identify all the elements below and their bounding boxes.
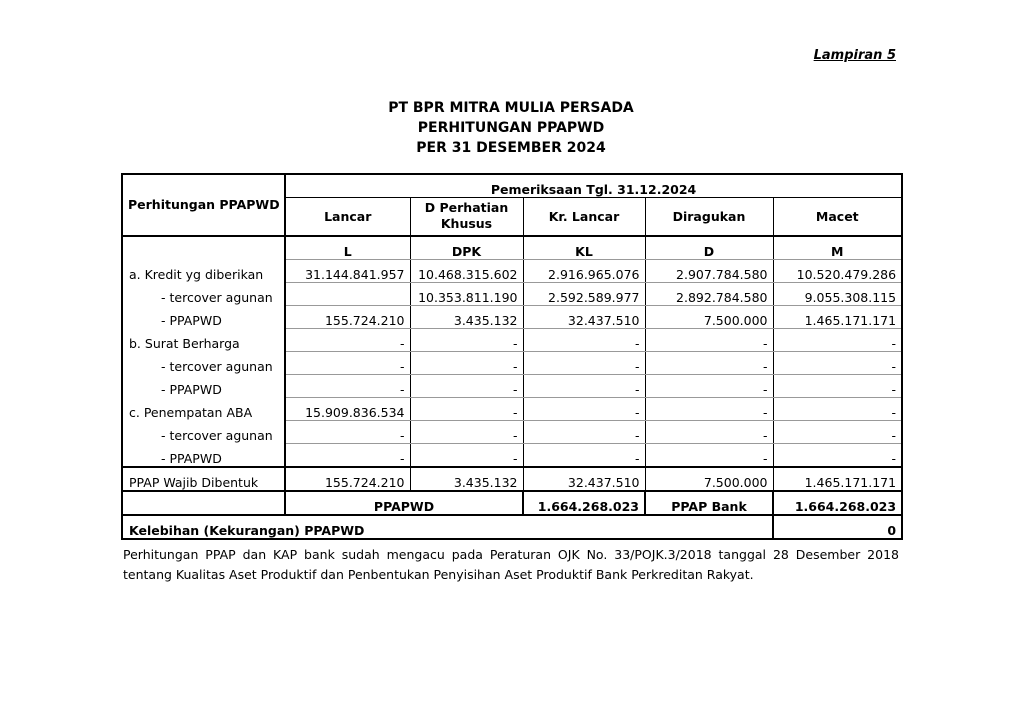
summary-row <box>122 491 902 515</box>
value-cell: - <box>410 443 523 467</box>
value-cell: 15.909.836.534 <box>285 397 410 420</box>
table-row <box>122 351 902 374</box>
row-label: - tercover agunan <box>161 290 273 305</box>
value-cell: 2.592.589.977 <box>523 282 645 305</box>
title-subject: PERHITUNGAN PPAPWD <box>417 120 605 136</box>
value-cell: - <box>773 420 902 443</box>
code-d: D <box>645 236 773 260</box>
value-cell: 10.353.811.190 <box>410 282 523 305</box>
row-label: - tercover agunan <box>161 359 273 374</box>
code-m: M <box>773 236 902 260</box>
value-cell: - <box>285 443 410 467</box>
code-dpk: DPK <box>410 236 523 260</box>
row-header: Perhitungan PPAPWD <box>122 174 285 236</box>
row-label: a. Kredit yg diberikan <box>129 267 264 282</box>
value-cell: 32.437.510 <box>523 305 645 328</box>
wajib-value: 155.724.210 <box>285 467 410 491</box>
value-cell: 2.892.784.580 <box>645 282 773 305</box>
group-header: Pemeriksaan Tgl. 31.12.2024 <box>285 174 902 198</box>
value-cell: - <box>410 420 523 443</box>
value-cell: 2.907.784.580 <box>645 259 773 282</box>
code-l: L <box>285 236 410 260</box>
value-cell: 31.144.841.957 <box>285 259 410 282</box>
wajib-value: 32.437.510 <box>523 467 645 491</box>
value-cell <box>285 282 410 305</box>
value-cell: 7.500.000 <box>645 305 773 328</box>
value-cell: 10.468.315.602 <box>410 259 523 282</box>
value-cell: - <box>410 328 523 351</box>
table-row <box>122 397 902 420</box>
wajib-label: PPAP Wajib Dibentuk <box>122 467 285 491</box>
code-label-cell <box>122 236 285 260</box>
value-cell: 1.465.171.171 <box>773 305 902 328</box>
row-label: - PPAPWD <box>161 450 222 466</box>
ppapwd-total: 1.664.268.023 <box>523 491 645 515</box>
value-cell: - <box>523 328 645 351</box>
table-row <box>122 374 902 397</box>
value-cell: 10.520.479.286 <box>773 259 902 282</box>
col-header-lancar: Lancar <box>285 198 410 236</box>
ppap-bank-total: 1.664.268.023 <box>773 491 902 515</box>
value-cell: - <box>773 443 902 467</box>
row-label: - tercover agunan <box>161 428 273 443</box>
table-row <box>122 328 902 351</box>
value-cell: - <box>773 351 902 374</box>
col-header-dpk: D Perhatian Khusus <box>410 198 523 236</box>
value-cell: - <box>773 374 902 397</box>
kelebihan-row <box>122 515 902 539</box>
col-header-macet: Macet <box>773 198 902 236</box>
value-cell: - <box>285 328 410 351</box>
col-header-diragukan: Diragukan <box>645 198 773 236</box>
kelebihan-value: 0 <box>773 515 902 539</box>
col-header-kl: Kr. Lancar <box>523 198 645 236</box>
value-cell: - <box>645 397 773 420</box>
document-title <box>122 98 900 158</box>
summary-empty-cell <box>122 491 285 515</box>
ppap-bank-label: PPAP Bank <box>645 491 773 515</box>
value-cell: 3.435.132 <box>410 305 523 328</box>
value-cell: - <box>410 374 523 397</box>
value-cell: 9.055.308.115 <box>773 282 902 305</box>
kelebihan-label: Kelebihan (Kekurangan) PPAPWD <box>129 522 365 538</box>
row-label: - PPAPWD <box>161 313 222 328</box>
title-company: PT BPR MITRA MULIA PERSADA <box>388 100 634 116</box>
ppapwd-label: PPAPWD <box>285 491 523 515</box>
code-kl: KL <box>523 236 645 260</box>
value-cell: - <box>285 351 410 374</box>
table-row <box>122 259 902 282</box>
value-cell: - <box>410 351 523 374</box>
value-cell: - <box>645 443 773 467</box>
value-cell: - <box>523 443 645 467</box>
ppapwd-table <box>121 173 903 540</box>
value-cell: - <box>523 351 645 374</box>
regulation-note: Perhitungan PPAP dan KAP bank sudah mengacu pada Peraturan OJK No. 33/POJK.3/2018 tanggal 28 Desember 2018 tentang Kualitas Aset Produktif dan Penbentukan Penyisihan Aset Produktif Bank Perkreditan Rakyat. <box>123 547 899 582</box>
wajib-value: 3.435.132 <box>410 467 523 491</box>
row-label: - PPAPWD <box>161 382 222 397</box>
title-date: PER 31 DESEMBER 2024 <box>416 140 606 156</box>
value-cell: - <box>285 374 410 397</box>
lampiran-label: Lampiran 5 <box>813 48 896 63</box>
wajib-value: 7.500.000 <box>645 467 773 491</box>
value-cell: - <box>645 328 773 351</box>
wajib-row <box>122 467 902 491</box>
table-row <box>122 282 902 305</box>
table-row <box>122 443 902 467</box>
table-row <box>122 305 902 328</box>
wajib-value: 1.465.171.171 <box>773 467 902 491</box>
row-label: b. Surat Berharga <box>129 336 240 351</box>
value-cell: - <box>645 351 773 374</box>
value-cell: - <box>773 328 902 351</box>
value-cell: - <box>773 397 902 420</box>
value-cell: - <box>645 374 773 397</box>
value-cell: - <box>285 420 410 443</box>
value-cell: - <box>523 397 645 420</box>
value-cell: 155.724.210 <box>285 305 410 328</box>
value-cell: - <box>523 374 645 397</box>
value-cell: - <box>523 420 645 443</box>
value-cell: - <box>410 397 523 420</box>
value-cell: 2.916.965.076 <box>523 259 645 282</box>
table-row <box>122 420 902 443</box>
row-label: c. Penempatan ABA <box>129 405 253 420</box>
value-cell: - <box>645 420 773 443</box>
